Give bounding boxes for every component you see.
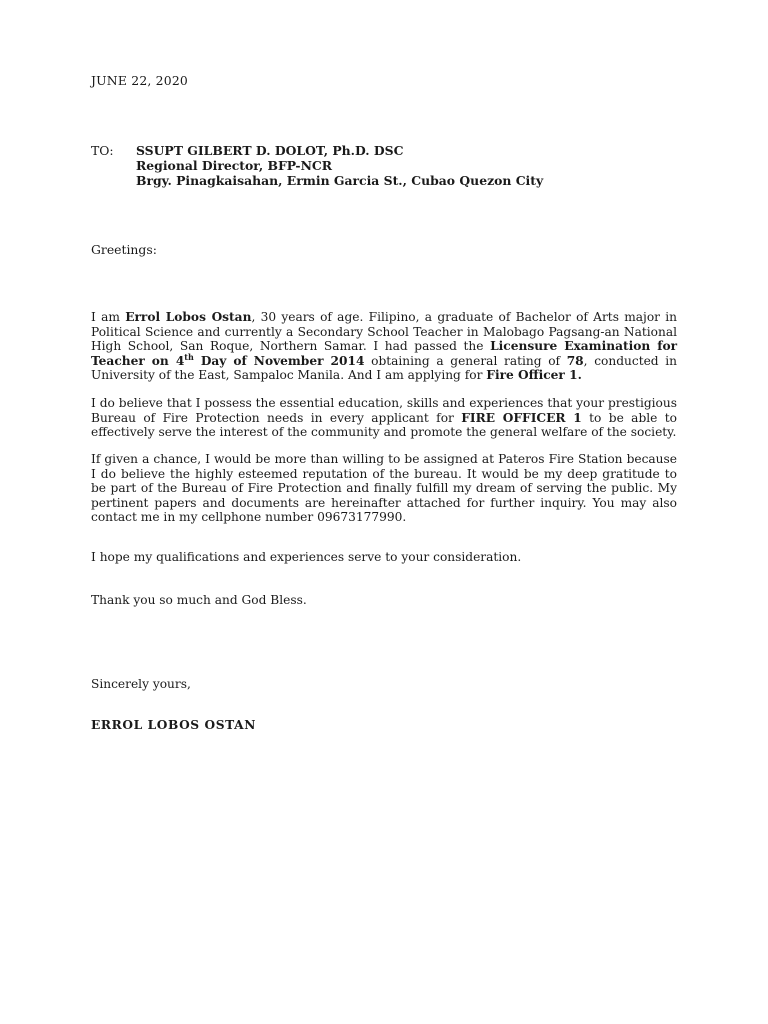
recipient-title: Regional Director, BFP-NCR bbox=[136, 158, 333, 173]
recipient-address: Brgy. Pinagkaisahan, Ermin Garcia St., Cubao Quezon City bbox=[136, 173, 544, 188]
paragraph-thanks: Thank you so much and God Bless. bbox=[91, 593, 307, 607]
paragraph-assignment: If given a chance, I would be more than willing to be assigned at Pateros Fire Station because I do believe the highly esteemed reputation of the bureau. It would be my deep gratitude to be part of the Bureau of Fire Protection and finally fulfill my dream of serving the public. My pertinent papers and documents are hereinafter attached for further inquiry. You may also contact me in my cellphone number 09673177990. bbox=[91, 452, 677, 525]
recipient-name: SSUPT GILBERT D. DOLOT, Ph.D. DSC bbox=[136, 143, 404, 158]
paragraph-introduction: I am Errol Lobos Ostan, 30 years of age. Filipino, a graduate of Bachelor of Arts major in Political Science and currently a Secondary School Teacher in Malobago Pagsang-an National High School, San Roque, Northern Samar. I had passed the Licensure Examination for Teacher on 4th Day of November 2014 obtaining a general rating of 78, conducted in University of the East, Sampaloc Manila. And I am applying for Fire Officer 1. bbox=[91, 310, 678, 383]
letter-date: JUNE 22, 2020 bbox=[91, 73, 189, 88]
to-label: TO: bbox=[91, 143, 114, 158]
recipient-lines bbox=[136, 143, 543, 188]
greeting: Greetings: bbox=[91, 242, 157, 257]
paragraph-hope: I hope my qualifications and experiences serve to your consideration. bbox=[91, 550, 522, 564]
paragraph-qualifications: I do believe that I possess the essential education, skills and experiences that your prestigious Bureau of Fire Protection needs in every applicant for FIRE OFFICER 1 to be able to effectively serve the interest of the community and promote the general welfare of the society. bbox=[91, 396, 677, 440]
signature-name: ERROL LOBOS OSTAN bbox=[91, 718, 256, 732]
closing: Sincerely yours, bbox=[91, 677, 191, 691]
